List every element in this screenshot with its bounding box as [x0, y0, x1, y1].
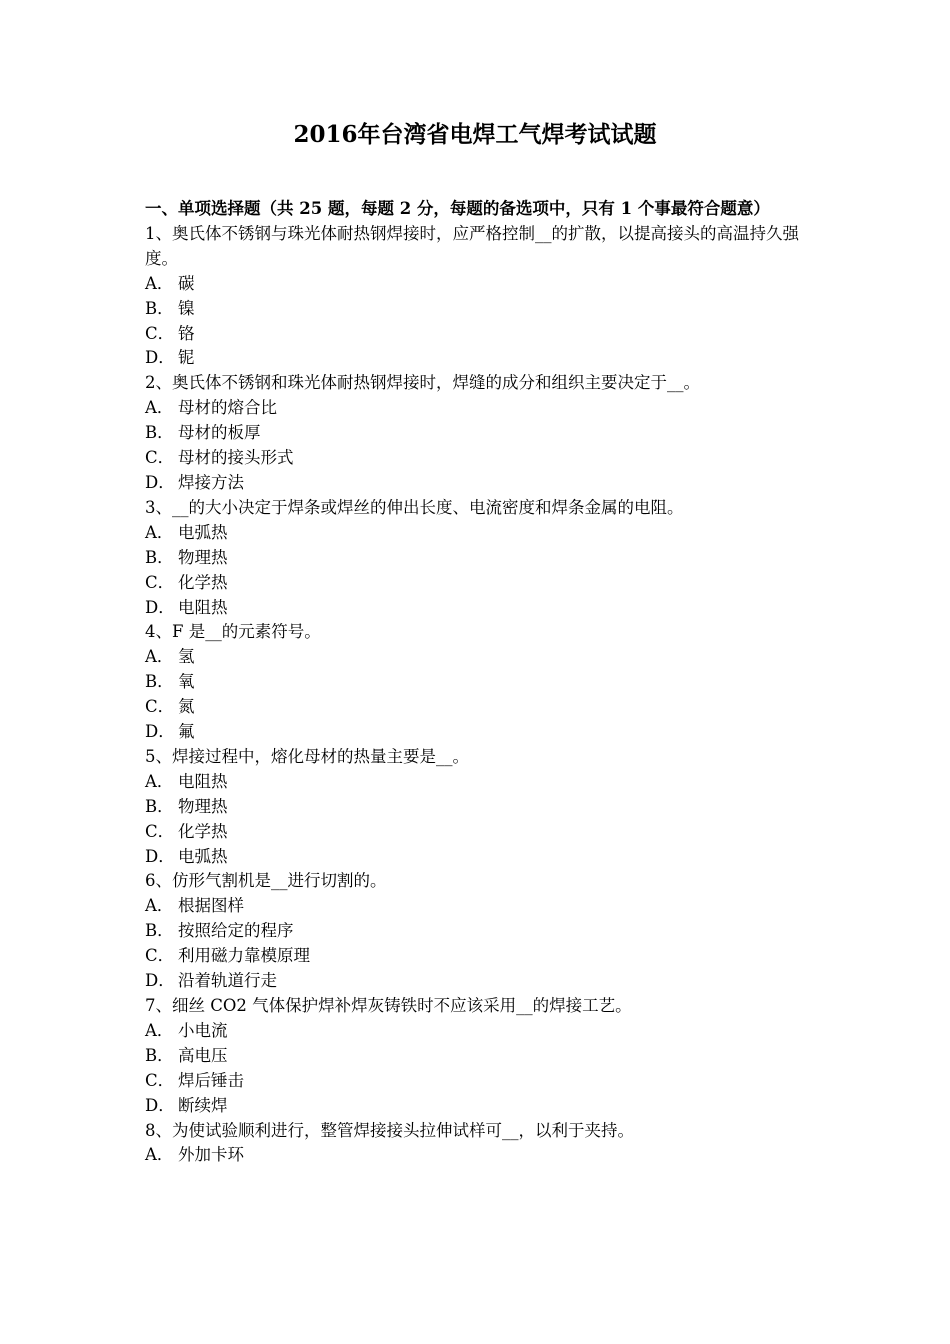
question-item — [145, 994, 810, 1119]
question-text: 2、奥氏体不锈钢和珠光体耐热钢焊接时，焊缝的成分和组织主要决定于__。 — [145, 373, 700, 393]
option-text: 根据图样 — [178, 896, 244, 916]
option-letter: C． — [145, 821, 175, 841]
answer-option — [145, 795, 810, 820]
answer-option — [145, 969, 810, 994]
option-letter: A． — [145, 1145, 174, 1165]
option-letter: B． — [145, 672, 174, 692]
answer-option — [145, 845, 810, 870]
option-letter: B． — [145, 1045, 174, 1065]
answer-option — [145, 645, 810, 670]
question-text: 7、细丝 CO2 气体保护焊补焊灰铸铁时不应该采用__的焊接工艺。 — [145, 996, 632, 1015]
answer-option — [145, 297, 810, 322]
question-item — [145, 496, 810, 621]
option-text: 氧 — [178, 672, 195, 692]
option-text: 电弧热 — [178, 522, 228, 542]
option-letter: A． — [145, 522, 174, 542]
question-text: 1、奥氏体不锈钢与珠光体耐热钢焊接时，应严格控制__的扩散，以提高接头的高温持久强度。 — [145, 223, 799, 268]
option-letter: A． — [145, 771, 174, 791]
option-text: 外加卡环 — [178, 1145, 244, 1165]
option-text: 电阻热 — [178, 597, 228, 617]
answer-option — [145, 770, 810, 795]
option-letter: C． — [145, 448, 175, 468]
option-text: 断续焊 — [178, 1095, 228, 1115]
option-text: 铬 — [178, 323, 195, 343]
option-text: 电弧热 — [178, 846, 228, 866]
question-text: 8、为使试验顺利进行，整管焊接接头拉伸试样可__，以利于夹持。 — [145, 1120, 634, 1140]
answer-option — [145, 1044, 810, 1069]
question-list — [145, 222, 810, 1168]
option-letter: B． — [145, 423, 174, 443]
answer-option — [145, 1069, 810, 1094]
answer-option — [145, 322, 810, 347]
option-letter: D． — [145, 971, 175, 991]
question-text: 5、焊接过程中，熔化母材的热量主要是__。 — [145, 746, 469, 766]
option-text: 碳 — [178, 273, 195, 293]
answer-option — [145, 894, 810, 919]
option-letter: C． — [145, 946, 175, 966]
document-title: 2016年台湾省电焊工气焊考试试题 — [293, 121, 657, 148]
question-item — [145, 371, 810, 496]
option-letter: D． — [145, 597, 175, 617]
question-item — [145, 869, 810, 994]
answer-option — [145, 272, 810, 297]
answer-option — [145, 596, 810, 621]
option-text: 氮 — [178, 697, 195, 717]
question-item — [145, 1119, 810, 1169]
option-letter: B． — [145, 921, 174, 941]
option-text: 母材的接头形式 — [178, 448, 294, 468]
option-text: 镍 — [178, 298, 195, 318]
option-text: 化学热 — [178, 572, 228, 592]
question-item — [145, 745, 810, 870]
option-letter: D． — [145, 472, 175, 492]
option-text: 小电流 — [178, 1020, 228, 1040]
answer-option — [145, 919, 810, 944]
option-letter: C． — [145, 1070, 175, 1090]
question-text: 3、__的大小决定于焊条或焊丝的伸出长度、电流密度和焊条金属的电阻。 — [145, 497, 684, 517]
option-text: 焊接方法 — [178, 472, 244, 492]
question-item — [145, 620, 810, 745]
document-body — [145, 197, 810, 1168]
option-letter: A． — [145, 647, 174, 667]
section-heading: 一、单项选择题（共 25 题，每题 2 分，每题的备选项中，只有 1 个事最符合题意） — [145, 199, 770, 218]
option-text: 铌 — [178, 348, 195, 368]
answer-option — [145, 521, 810, 546]
option-text: 电阻热 — [178, 771, 228, 791]
option-text: 焊后锤击 — [178, 1070, 244, 1090]
option-letter: C． — [145, 323, 175, 343]
option-letter: B． — [145, 298, 174, 318]
answer-option — [145, 944, 810, 969]
option-letter: A． — [145, 896, 174, 916]
answer-option — [145, 471, 810, 496]
option-text: 物理热 — [178, 796, 228, 816]
answer-option — [145, 820, 810, 845]
answer-option — [145, 396, 810, 421]
option-letter: C． — [145, 697, 175, 717]
option-letter: A． — [145, 273, 174, 293]
answer-option — [145, 571, 810, 596]
answer-option — [145, 346, 810, 371]
answer-option — [145, 670, 810, 695]
answer-option — [145, 546, 810, 571]
answer-option — [145, 1019, 810, 1044]
option-letter: A． — [145, 1020, 174, 1040]
option-text: 母材的熔合比 — [178, 398, 277, 418]
answer-option — [145, 1094, 810, 1119]
option-text: 按照给定的程序 — [178, 921, 294, 941]
answer-option — [145, 421, 810, 446]
option-text: 氢 — [178, 647, 195, 667]
option-text: 高电压 — [178, 1045, 228, 1065]
question-text: 6、仿形气割机是__进行切割的。 — [145, 871, 387, 891]
option-text: 氟 — [178, 722, 195, 742]
answer-option — [145, 695, 810, 720]
option-text: 化学热 — [178, 821, 228, 841]
option-letter: D． — [145, 348, 175, 368]
answer-option — [145, 446, 810, 471]
option-text: 物理热 — [178, 547, 228, 567]
option-letter: C． — [145, 572, 175, 592]
question-text: 4、F 是__的元素符号。 — [145, 622, 321, 642]
question-item — [145, 222, 810, 371]
option-letter: A． — [145, 398, 174, 418]
answer-option — [145, 1143, 810, 1168]
option-letter: B． — [145, 796, 174, 816]
option-letter: D． — [145, 1095, 175, 1115]
option-letter: D． — [145, 846, 175, 866]
option-letter: B． — [145, 547, 174, 567]
option-letter: D． — [145, 722, 175, 742]
option-text: 利用磁力靠模原理 — [178, 946, 310, 966]
option-text: 沿着轨道行走 — [178, 971, 277, 991]
option-text: 母材的板厚 — [178, 423, 261, 443]
answer-option — [145, 720, 810, 745]
